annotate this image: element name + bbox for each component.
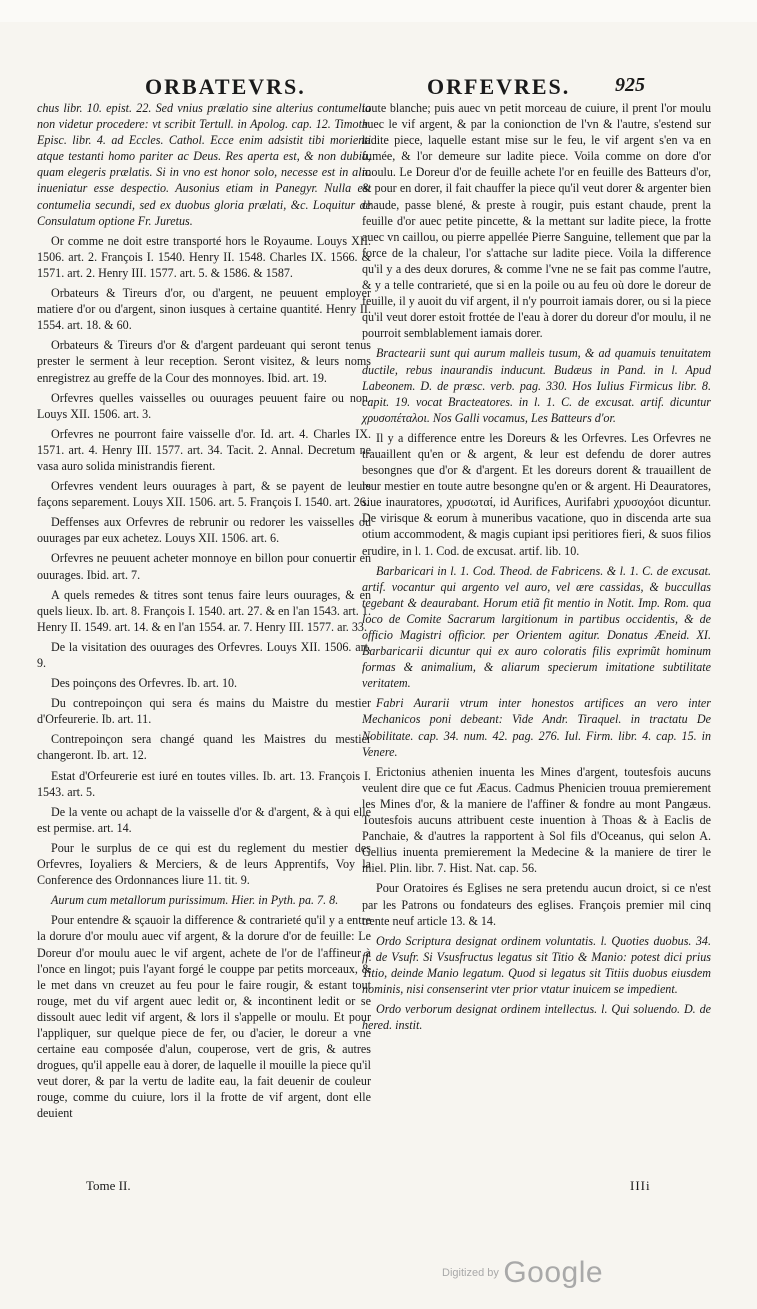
- page-top-edge: [0, 0, 757, 22]
- paragraph: Aurum cum metallorum purissimum. Hier. in Pyth. pa. 7. 8.: [51, 893, 339, 908]
- paragraph: De la vente ou achapt de la vaisselle d'or & d'argent, & à qui elle est permise. art. 14.: [37, 804, 371, 835]
- paragraph: Du contrepoinçon qui sera és mains du Maistre du mestier d'Orfeurerie. Ib. art. 11.: [37, 696, 371, 727]
- paragraph: A quels remedes & titres sont tenus faire leurs ouurages, & en quels lieux. Ib. art. 8. François I. 1540. art. 27. & en l'an 1543. art. 1. Henry II. 1549. art. 14. & en l'an 1554. ar. 7. Henry III. 1577. ar. 33.: [37, 587, 371, 634]
- paragraph: De la visitation des ouurages des Orfevres. Louys XII. 1506. art. 9.: [37, 639, 371, 670]
- paragraph: Des poinçons des Orfevres. Ib. art. 10.: [51, 676, 238, 691]
- paragraph: chus libr. 10. epist. 22. Sed vnius prælatio sine alterius contumelia non videtur procedere: vt scribit Tertull. in Apolog. cap. 12. Timoth. Episc. libr. 4. ad Eccles. Cathol. Ecce enim adsistit tibi morienti atque testanti homo pariter ac Deus. Res aperta est, & non dubia, quam elegeris prælatis. Si in vno est honor solo, necesse est in alio inueniatur esse despectio. Ausonius etiam in Panegyr. Nulla est contumelia secundi, sed ex duobus gloria prælati, &c. Loquitur de Consulatum optione Fr. Juretus.: [37, 101, 371, 228]
- paragraph: Or comme ne doit estre transporté hors le Royaume. Louys XII. 1506. art. 2. François I. 1540. Henry II. 1548. Charles IX. 1566. & 1571. art. 2. Henry III. 1577. art. 5. & 1586. & 1587.: [37, 233, 371, 280]
- paragraph: toute blanche; puis auec vn petit morceau de cuiure, il prent l'or moulu auec le vif argent, & par la conionction de l'vn & l'autre, s'estend sur ladite piece, laquelle estant mise sur le feu, le vif argent s'en va en fumée, & l'or demeure sur ladite piece. Voila comme on dore d'or moulu. Le Doreur d'or de feuille achete l'or en feuille des Batteurs d'or, & pour en dorer, il fait chauffer la piece qu'il veut dorer & argenter bien chaude, passe blené, & preste à rougir, puis estant chaude, prent la feuille d'or auec petite pincette, & la mettant sur ladite piece, la frotte auec vn caillou, ou pierre appellée Pierre Sanguine, tellement que par la force de la chaleur, l'or s'attache sur ladite piece. Voila la difference qu'il y a des deux dorures, & comme l'vne ne se fait pas comme l'autre, & y a telle contrarieté, que si en la poile ou au feu où dore le doreur de feuille, il y auoit du vif argent, il n'y pourroit iamais dorer, ou si la piece qu'il veut dorer estoit frottée de l'eau à dorer du doreur d'or moulu, il ne pourroit semblablement iamais dorer.: [362, 101, 711, 341]
- paragraph: Ordo verborum designat ordinem intellectus. l. Qui soluendo. D. de hered. instit.: [362, 1002, 711, 1033]
- running-head-right: ORFEVRES.: [427, 74, 571, 99]
- signature-mark: IIIi: [630, 1178, 651, 1193]
- paragraph: Orfevres ne peuuent acheter monnoye en billon pour conuertir en ouurages. Ibid. art. 7.: [37, 551, 371, 582]
- google-logo: Google: [503, 1256, 604, 1289]
- paragraph: Orfevres quelles vaisselles ou ouurages peuuent faire ou non. Louys XII. 1506. art. 3.: [37, 390, 371, 421]
- paragraph: Estat d'Orfeurerie est iuré en toutes villes. Ib. art. 13. François I. 1543. art. 5.: [37, 768, 371, 799]
- running-head-left: ORBATEVRS.: [145, 74, 306, 99]
- right-column: [362, 100, 711, 1033]
- left-column: [37, 100, 371, 1122]
- paragraph: Orfevres vendent leurs ouurages à part, & se payent de leurs façons separement. Louys XII. 1506. art. 5. François I. 1540. art. 26.: [37, 479, 371, 510]
- paragraph: Ordo Scriptura designat ordinem voluntatis. l. Quoties duobus. 34. ff. de Vsufr. Si Vsusfructus legatus sit Titio & Manio: potest dici prius Titio, deinde Manio legatum. Quod si legatus sit Titiis duobus eiusdem nominis, nisi consenserint vter prior vtatur inuicem se impedient.: [362, 933, 711, 996]
- paragraph: Orbateurs & Tireurs d'or, ou d'argent, ne peuuent employer matiere d'or ou d'argent, sinon iusques à certaine quantité. Henry II. 1554. art. 18. & 60.: [37, 286, 371, 333]
- paragraph: Bractearii sunt qui aurum malleis tusum, & ad quamuis tenuitatem ductile, rebus inaurandis inducunt. Budæus in Pand. in l. Apud Labeonem. D. de præsc. verb. pag. 330. Hos Iulius Firmicus libr. 8. capit. 19. vocat Bracteatores. in l. 1. C. de excusat. artif. dicuntur χρυσοπέταλοι. Nos Galli vocamus, Les Batteurs d'or.: [362, 346, 711, 425]
- paragraph: Pour Oratoires és Eglises ne sera pretendu aucun droict, si ce n'est par les Patrons ou fondateurs des eglises. François premier mil cinq trente neuf article 13. & 14.: [362, 881, 711, 928]
- volume-label: Tome II.: [86, 1178, 131, 1193]
- paragraph: Contrepoinçon sera changé quand les Maistres du mestier changeront. Ib. art. 12.: [37, 732, 371, 763]
- paragraph: Deffenses aux Orfevres de rebrunir ou redorer les vaisselles ou ouurages par eux achetez. Louys XII. 1506. art. 6.: [37, 515, 371, 546]
- paragraph: Il y a difference entre les Doreurs & les Orfevres. Les Orfevres ne trauaillent qu'en or & argent, & leur est defendu de dorer autres besongnes que d'or & d'argent. Et les doreurs dorent & trauaillent de leur mestier en toute autre besongne qu'en or & argent. Hi Deauratores, siue inauratores, χρυσωταί, id Aurifices, Aurifabri χρυσοχόοι dicuntur. De virisque & eorum à muneribus vacatione, quo in discenda arte sua otium accommodent, & magis cupiant ipsi peritiores fieri, & suos filios erudire, in l. 1. Cod. de excusat. artif. lib. 10.: [362, 430, 711, 558]
- paragraph: Pour le surplus de ce qui est du reglement du mestier des Orfevres, Ioyaliers & Merciers, & de leurs Apprentifs, Voy la Conference des Ordonnances liure 11. tit. 9.: [37, 840, 371, 888]
- paragraph: Fabri Aurarii vtrum inter honestos artifices an vero inter Mechanicos poni debeant: Vide Andr. Tiraquel. in tractatu De Nobilitate. cap. 34. num. 42. pag. 276. Iul. Firm. libr. 4. cap. 15. in Venere.: [362, 696, 711, 759]
- paragraph: Orfevres ne pourront faire vaisselle d'or. Id. art. 4. Charles IX. 1571. art. 4. Henry III. 1577. art. 34. Tacit. 2. Annal. Decretum ne vasa auro solida ministrandis fierent.: [37, 426, 371, 473]
- paragraph: Barbaricari in l. 1. Cod. Theod. de Fabricens. & l. 1. C. de excusat. artif. vocantur qui argento vel auro, vel ære cassidas, & buccullas tegebant & deaurabant. Horum etiã fit mentio in Notit. Imp. Rom. qua loco de Comite Sacrarum largitionum in partibus occidentis, & de officio Magistri officior. per Orientem agitur. Donatus Æneid. XI. Barbaricarii dicuntur qui ex auro coloratis filis exprimũt hominum formas & animalium, & aliarum specierum imitatione subtilitate veritatem.: [362, 563, 711, 691]
- paragraph: Erictonius athenien inuenta les Mines d'argent, toutesfois aucuns veulent dire que ce fut Æacus. Cadmus Phenicien trouua premierement les Mines d'or, & la maniere de l'affiner & fondre au mont Pangæus. Toutesfois aucuns attribuent ceste inuention à Thoas & à Eaclis de Panchaie, & d'autres la rapportent à Sol fils d'Oceanus, qui selon A. Gellius inuenta premierement la Medecine & la maniere de tirer le miel. Plin. libr. 7. Hist. Nat. cap. 56.: [362, 764, 711, 876]
- paragraph: Orbateurs & Tireurs d'or & d'argent pardeuant qui seront tenus prester le serment à leur reception. Seront visitez, & leurs noms enregistrez au greffe de la Cour des monnoyes. Ibid. art. 19.: [37, 338, 371, 385]
- paragraph: Pour entendre & sçauoir la difference & contrarieté qu'il y a entre la dorure d'or moulu auec vif argent, & la dorure d'or de feuille: Le Doreur d'or moulu auec le vif argent, achete de l'or de l'affineur à l'once en lingot; puis l'ayant forgé le couppe par petits morceaux, & le met dans vn creuzet au feu pour le faire rougir, & estant tout rouge, met du vif argent auec ledit or, & incontinent ledit or se dissoult auec ledit vif argent, & lors il s'appelle or moulu. Et pour l'appliquer, sur quelque piece de fer, ou d'acier, le doreur a vne certaine eau composée d'alun, couperose, vert de gris, & autres drogues, qu'il appelle eau à dorer, de laquelle il mouille la piece qu'il veut dorer, & par la vertu de ladite eau, la fait deuenir de couleur rouge, comme du cuiure, lors il la frotte de vif argent, dont elle deuient: [37, 913, 371, 1121]
- watermark-prefix: Digitized by: [442, 1267, 499, 1279]
- page-number: 925: [615, 74, 645, 96]
- digitized-watermark: [442, 1256, 603, 1290]
